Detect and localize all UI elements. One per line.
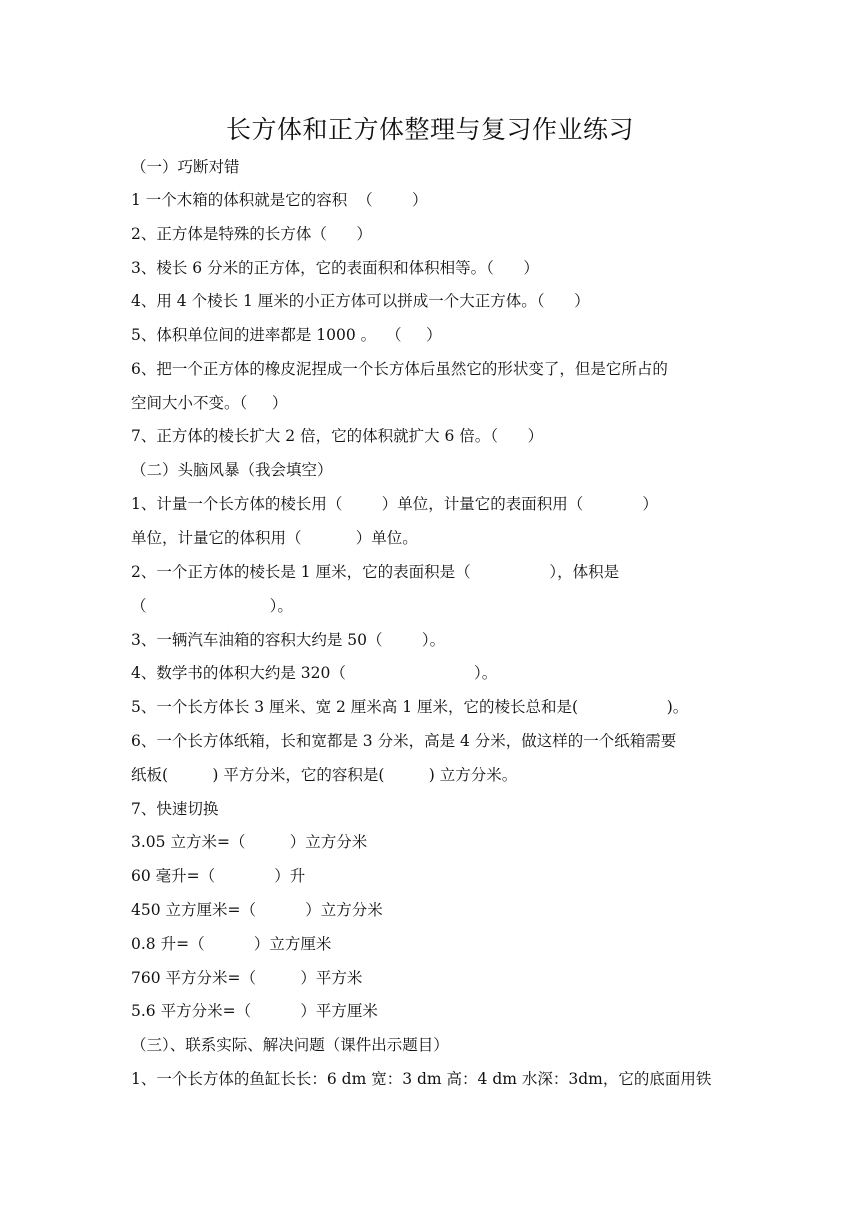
question-line: 1 一个木箱的体积就是它的容积 （ ）: [131, 191, 428, 209]
subsection-heading: 7、快速切换: [131, 800, 219, 818]
question-line: 2、一个正方体的棱长是 1 厘米，它的表面积是（ ），体积是: [131, 563, 620, 581]
question-line: 3、棱长 6 分米的正方体，它的表面积和体积相等。（ ）: [131, 259, 539, 277]
question-line: 6、一个长方体纸箱，长和宽都是 3 分米，高是 4 分米，做这样的一个纸箱需要: [131, 732, 677, 750]
section-heading-1: （一）巧断对错: [131, 158, 240, 176]
conversion-line: 3.05 立方米=（ ）立方分米: [131, 833, 368, 851]
question-line: 4、数学书的体积大约是 320（ ）。: [131, 664, 498, 682]
question-line: 5、体积单位间的进率都是 1000 。 （ ）: [131, 326, 442, 344]
section-heading-2: （二）头脑风暴（我会填空）: [131, 461, 333, 479]
conversion-line: 450 立方厘米=（ ）立方分米: [131, 901, 383, 919]
conversion-line: 60 毫升=（ ）升: [131, 867, 306, 885]
conversion-line: 760 平方分米=（ ）平方米: [131, 969, 363, 987]
section-heading-3: （三）、联系实际、解决问题（课件出示题目）: [131, 1036, 449, 1054]
conversion-line: 5.6 平方分米=（ ）平方厘米: [131, 1002, 378, 1020]
question-line-continued: 单位，计量它的体积用（ ）单位。: [131, 529, 418, 547]
question-line: 4、用 4 个棱长 1 厘米的小正方体可以拼成一个大正方体。（ ）: [131, 292, 590, 310]
problem-line: 1、一个长方体的鱼缸长长：6 dm 宽：3 dm 高：4 dm 水深：3dm，它的底面用铁: [131, 1070, 712, 1088]
question-line: 6、把一个正方体的橡皮泥捏成一个长方体后虽然它的形状变了，但是它所占的: [131, 360, 668, 378]
question-line-continued: （ ）。: [131, 597, 293, 615]
question-line: 3、一辆汽车油箱的容积大约是 50（ ）。: [131, 631, 446, 649]
question-line: 5、一个长方体长 3 厘米、宽 2 厘米高 1 厘米，它的棱长总和是( )。: [131, 698, 689, 716]
question-line-continued: 纸板( ) 平方分米，它的容积是( ) 立方分米。: [131, 766, 518, 784]
question-line: 2、正方体是特殊的长方体（ ）: [131, 225, 372, 243]
document-title: 长方体和正方体整理与复习作业练习: [225, 115, 634, 144]
conversion-line: 0.8 升=（ ）立方厘米: [131, 935, 332, 953]
question-line: 7、正方体的棱长扩大 2 倍，它的体积就扩大 6 倍。（ ）: [131, 427, 544, 445]
question-line: 1、计量一个长方体的棱长用（ ）单位，计量它的表面积用（ ）: [131, 495, 658, 513]
question-line-continued: 空间大小不变。（ ）: [131, 394, 288, 412]
